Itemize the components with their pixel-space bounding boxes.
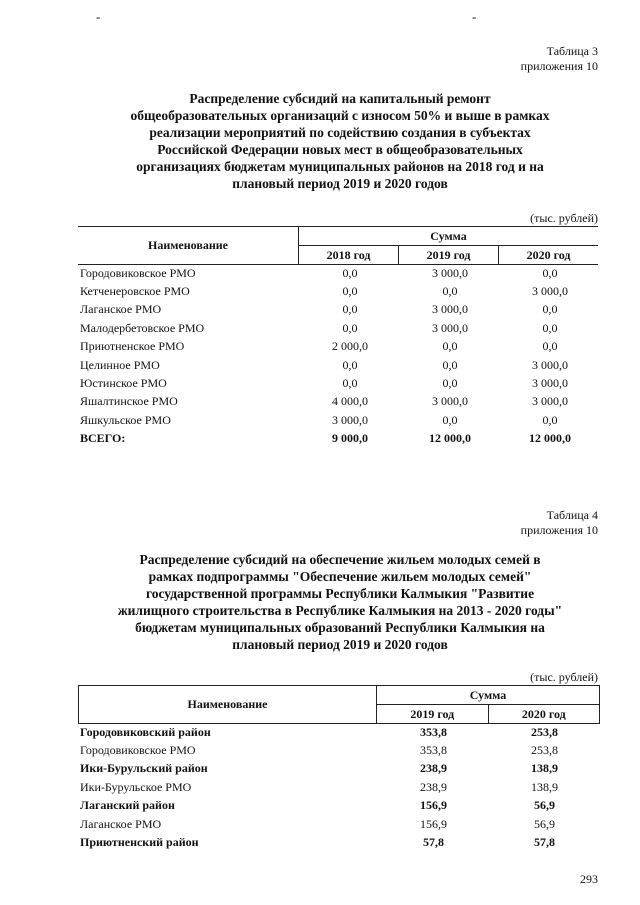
table3-caption-line1: Таблица 3 bbox=[546, 44, 598, 58]
table3-header-name: Наименование bbox=[148, 238, 228, 252]
table4-header-year: 2019 год bbox=[410, 706, 455, 721]
row-value: 0,0 bbox=[542, 302, 558, 317]
table-row-total bbox=[80, 430, 600, 448]
table4-title-line: Распределение субсидий на обеспечение жильем молодых семей в bbox=[139, 552, 541, 567]
row-value: 0,0 bbox=[542, 265, 558, 280]
table-row bbox=[80, 282, 600, 300]
row-value: 4 000,0 bbox=[332, 394, 368, 409]
row-value: 12 000,0 bbox=[429, 431, 471, 446]
row-name: Ики-Бурульское РМО bbox=[80, 779, 192, 794]
table-row bbox=[80, 393, 600, 411]
table4-caption-line2: приложения 10 bbox=[520, 523, 598, 537]
row-value: 0,0 bbox=[542, 339, 558, 354]
table-row bbox=[80, 356, 600, 374]
row-value: 0,0 bbox=[342, 265, 358, 280]
table3-title-line: Распределение субсидий на капитальный ремонт bbox=[189, 91, 491, 106]
table-row bbox=[80, 264, 600, 282]
row-name: Яшалтинское РМО bbox=[80, 394, 178, 409]
table3-title-line: реализации мероприятий по содействию создания в субъектах bbox=[149, 125, 531, 140]
row-value: 57,8 bbox=[534, 835, 555, 850]
row-value: 238,9 bbox=[420, 779, 447, 794]
table3-title-line: Российской Федерации новых мест в общеобразовательных bbox=[157, 142, 523, 157]
table-row bbox=[80, 815, 600, 833]
table4-title-line: рамках подпрограммы "Обеспечение жильем молодых семей" bbox=[148, 569, 532, 584]
row-name: Ики-Бурульский район bbox=[80, 761, 208, 776]
table3-header-year: 2019 год bbox=[398, 246, 498, 264]
table-row bbox=[80, 301, 600, 319]
row-value: 0,0 bbox=[342, 320, 358, 335]
row-name: Лаганское РМО bbox=[80, 816, 162, 831]
row-value: 0,0 bbox=[342, 302, 358, 317]
row-value: 0,0 bbox=[442, 412, 458, 427]
row-value: 3 000,0 bbox=[532, 394, 568, 409]
row-value: 3 000,0 bbox=[532, 376, 568, 391]
row-name: Городовиковский район bbox=[80, 724, 211, 739]
table4-header-sum: Сумма bbox=[377, 686, 599, 705]
row-value: 0,0 bbox=[442, 376, 458, 391]
table3-header bbox=[78, 226, 598, 265]
row-name: Целинное РМО bbox=[80, 357, 160, 372]
row-value: 0,0 bbox=[542, 320, 558, 335]
row-value: 253,8 bbox=[531, 724, 558, 739]
table-row bbox=[80, 833, 600, 851]
row-name: Лаганский район bbox=[80, 798, 175, 813]
table-row bbox=[80, 374, 600, 392]
table-row bbox=[80, 760, 600, 778]
row-value: 0,0 bbox=[442, 339, 458, 354]
table3-header-year: 2018 год bbox=[326, 247, 371, 262]
row-value: 12 000,0 bbox=[529, 431, 571, 446]
header-mark-right: - bbox=[472, 9, 477, 24]
table4-header-name: Наименование bbox=[187, 697, 268, 711]
row-value: 0,0 bbox=[342, 376, 358, 391]
row-value: 3 000,0 bbox=[432, 302, 468, 317]
row-name: Городовиковское РМО bbox=[80, 265, 196, 280]
table3-title-line: общеобразовательных организаций с износом 50% и выше в рамках bbox=[130, 108, 550, 123]
row-name: Яшкульское РМО bbox=[80, 412, 171, 427]
table3-header-year: 2020 год bbox=[498, 246, 598, 264]
table4-header bbox=[78, 685, 600, 724]
table4-title-line: жилищного строительства в Республике Калмыкия на 2013 - 2020 годы" bbox=[117, 603, 563, 618]
row-value: 353,8 bbox=[420, 743, 447, 758]
row-value: 138,9 bbox=[531, 761, 558, 776]
table4-title bbox=[70, 551, 610, 653]
row-value: 0,0 bbox=[442, 284, 458, 299]
row-name: Приютненское РМО bbox=[80, 339, 185, 354]
table4-units: (тыс. рублей) bbox=[530, 670, 598, 684]
table3-body bbox=[80, 264, 600, 448]
row-value: 138,9 bbox=[531, 779, 558, 794]
row-value: 353,8 bbox=[420, 724, 447, 739]
table-row bbox=[80, 723, 600, 741]
row-name: Лаганское РМО bbox=[80, 302, 162, 317]
row-value: 3 000,0 bbox=[532, 357, 568, 372]
row-value: 156,9 bbox=[420, 798, 447, 813]
table3-caption-line2: приложения 10 bbox=[520, 59, 598, 73]
table-row bbox=[80, 338, 600, 356]
table4-caption bbox=[521, 508, 598, 538]
table3-title-line: плановый период 2019 и 2020 годов bbox=[232, 176, 448, 191]
row-value: 2 000,0 bbox=[332, 339, 368, 354]
table3-units: (тыс. рублей) bbox=[530, 211, 598, 225]
row-value: 57,8 bbox=[423, 835, 444, 850]
row-value: 9 000,0 bbox=[332, 431, 368, 446]
row-name: Юстинское РМО bbox=[80, 376, 167, 391]
row-value: 0,0 bbox=[342, 357, 358, 372]
row-value: 3 000,0 bbox=[432, 320, 468, 335]
table3-header-sum: Сумма bbox=[299, 227, 598, 246]
table3-title-line: организациях бюджетам муниципальных районов на 2018 год и на bbox=[136, 159, 544, 174]
table4-caption-line1: Таблица 4 bbox=[546, 508, 598, 522]
row-value: 253,8 bbox=[531, 743, 558, 758]
table-row bbox=[80, 797, 600, 815]
row-value: 3 000,0 bbox=[432, 265, 468, 280]
row-value: 0,0 bbox=[542, 412, 558, 427]
row-name: ВСЕГО: bbox=[80, 431, 126, 446]
table4-title-line: государственной программы Республики Калмыкия "Развитие bbox=[145, 586, 535, 601]
row-value: 56,9 bbox=[534, 816, 555, 831]
row-value: 56,9 bbox=[534, 798, 555, 813]
table3-caption bbox=[521, 44, 598, 74]
row-value: 0,0 bbox=[342, 284, 358, 299]
header-mark-left: - bbox=[96, 9, 101, 24]
row-name: Приютненский район bbox=[80, 835, 199, 850]
table3-title bbox=[70, 90, 610, 192]
table4-header-year: 2020 год bbox=[488, 705, 600, 723]
table-row bbox=[80, 411, 600, 429]
row-value: 3 000,0 bbox=[532, 284, 568, 299]
table4-title-line: бюджетам муниципальных образований Республики Калмыкия на bbox=[135, 620, 545, 635]
row-value: 3 000,0 bbox=[432, 394, 468, 409]
table4-title-line: плановый период 2019 и 2020 годов bbox=[232, 637, 448, 652]
row-name: Малодербетовское РМО bbox=[80, 320, 205, 335]
table-row bbox=[80, 741, 600, 759]
table4-body bbox=[80, 723, 600, 852]
row-name: Городовиковское РМО bbox=[80, 743, 196, 758]
page-number: 293 bbox=[580, 872, 598, 886]
row-value: 0,0 bbox=[442, 357, 458, 372]
table-row bbox=[80, 319, 600, 337]
row-value: 156,9 bbox=[420, 816, 447, 831]
row-name: Кетченеровское РМО bbox=[80, 284, 190, 299]
row-value: 238,9 bbox=[420, 761, 447, 776]
table-row bbox=[80, 778, 600, 796]
row-value: 3 000,0 bbox=[332, 412, 368, 427]
